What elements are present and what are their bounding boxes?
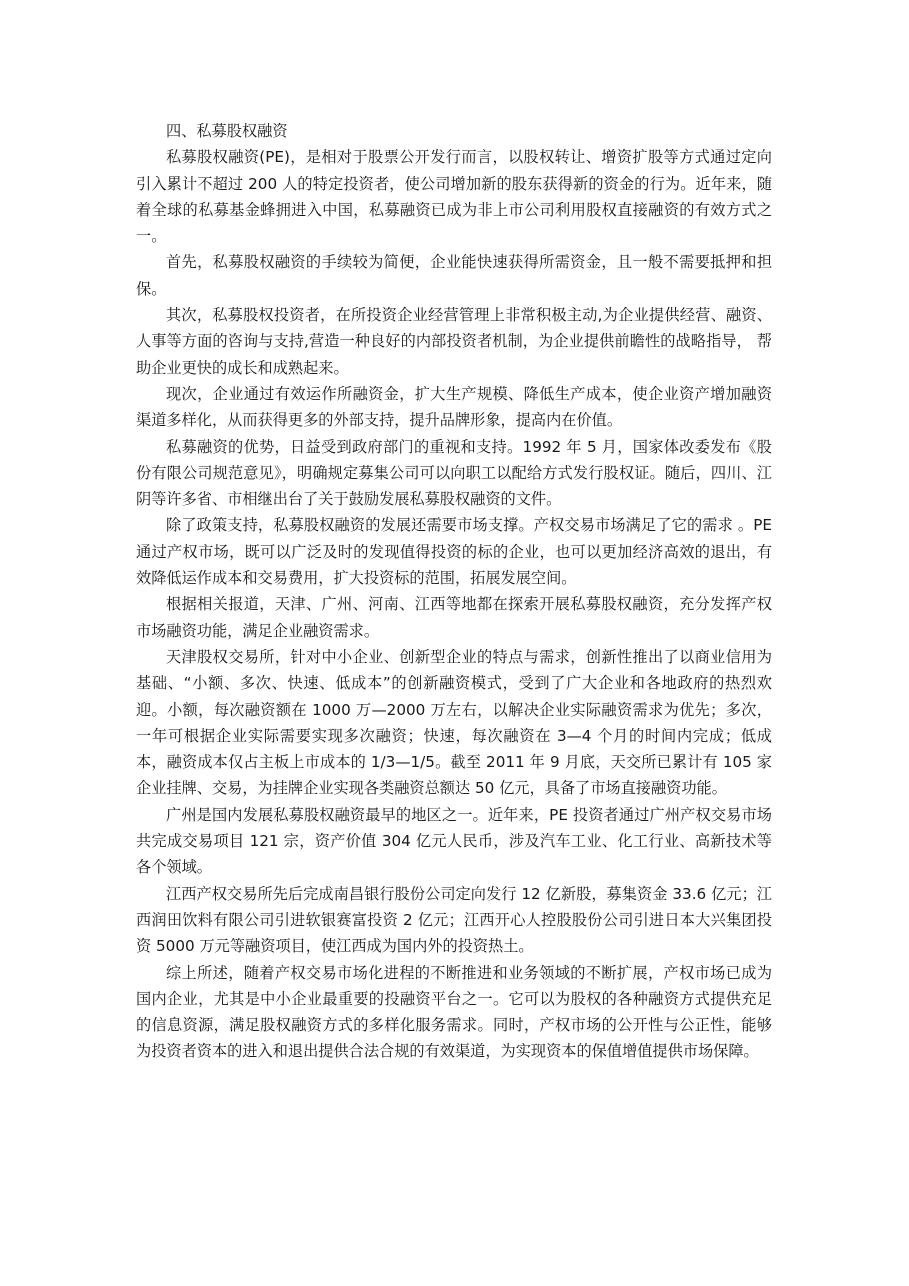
paragraph-jiangxi-exchange: 江西产权交易所先后完成南昌银行股份公司定向发行 12 亿新股，募集资金 33.6 亿元；江西润田饮料有限公司引进软银赛富投资 2 亿元；江西开心人控股股份公司引进日本大兴集团投资 5000 万元等融资项目，使江西成为国内外的投资热土。 <box>136 884 772 956</box>
document-page <box>136 118 772 1065</box>
paragraph-conclusion: 综上所述，随着产权交易市场化进程的不断推进和业务领域的不断扩展，产权市场已成为国内企业，尤其是中小企业最重要的投融资平台之一。它可以为股权的各种融资方式提供充足的信息资源，满足股权融资方式的多样化服务需求。同时，产权市场的公开性与公正性，能够为投资者资本的进入和退出提供合法合规的有效渠道，为实现资本的保值增值提供市场保障。 <box>136 963 772 1061</box>
paragraph-market-support: 除了政策支持，私募股权融资的发展还需要市场支撑。产权交易市场满足了它的需求 。PE 通过产权市场，既可以广泛及时的发现值得投资的标的企业，也可以更加经济高效的退出，有效降低运作成本和交易费用，扩大投资标的范围，拓展发展空间。 <box>136 516 772 588</box>
paragraph-guangzhou: 广州是国内发展私募股权融资最早的地区之一。近年来，PE 投资者通过广州产权交易市场共完成交易项目 121 宗，资产价值 304 亿元人民币，涉及汽车工业、化工行业、高新技术等各个领域。 <box>136 805 772 877</box>
paragraph-regional-exploration: 根据相关报道，天津、广州、河南、江西等地都在探索开展私募股权融资，充分发挥产权市场融资功能，满足企业融资需求。 <box>136 595 772 640</box>
paragraph-first-advantage: 首先，私募股权融资的手续较为简便，企业能快速获得所需资金，且一般不需要抵押和担保。 <box>136 253 772 298</box>
paragraph-tianjin-exchange: 天津股权交易所，针对中小企业、创新型企业的特点与需求，创新性推出了以商业信用为基础、“小额、多次、快速、低成本”的创新融资模式，受到了广大企业和各地政府的热烈欢迎。小额，每次融资额在 1000 万—2000 万左右，以解决企业实际融资需求为优先；多次，一年可根据企业实际需要实现多次融资；快速，每次融资在 3—4 个月的时间内完成；低成本，融资成本仅占主板上市成本的 1/3—1/5。截至 2011 年 9 月底，天交所已累计有 105 家企业挂牌、交易，为挂牌企业实现各类融资总额达 50 亿元，具备了市场直接融资功能。 <box>136 647 772 798</box>
paragraph-policy-support: 私募融资的优势，日益受到政府部门的重视和支持。1992 年 5 月，国家体改委发布《股份有限公司规范意见》，明确规定募集公司可以向职工以配给方式发行股权证。随后，四川、江阴等许多省、市相继出台了关于鼓励发展私募股权融资的文件。 <box>136 437 772 509</box>
paragraph-second-advantage: 其次，私募股权投资者，在所投资企业经营管理上非常积极主动,为企业提供经营、融资、人事等方面的咨询与支持,营造一种良好的内部投资者机制，为企业提供前瞻性的战略指导， 帮助企业更快的成长和成熟起来。 <box>136 306 772 377</box>
section-heading: 四、私募股权融资 <box>166 122 288 140</box>
paragraph-pe-definition: 私募股权融资(PE)，是相对于股票公开发行而言，以股权转让、增资扩股等方式通过定向引入累计不超过 200 人的特定投资者，使公司增加新的股东获得新的资金的行为。近年来，随着全球的私募基金蜂拥进入中国，私募融资已成为非上市公司利用股权直接融资的有效方式之一。 <box>136 148 772 246</box>
paragraph-third-advantage: 现次，企业通过有效运作所融资金，扩大生产规模、降低生产成本，使企业资产增加融资渠道多样化，从而获得更多的外部支持，提升品牌形象，提高内在价值。 <box>136 384 772 430</box>
